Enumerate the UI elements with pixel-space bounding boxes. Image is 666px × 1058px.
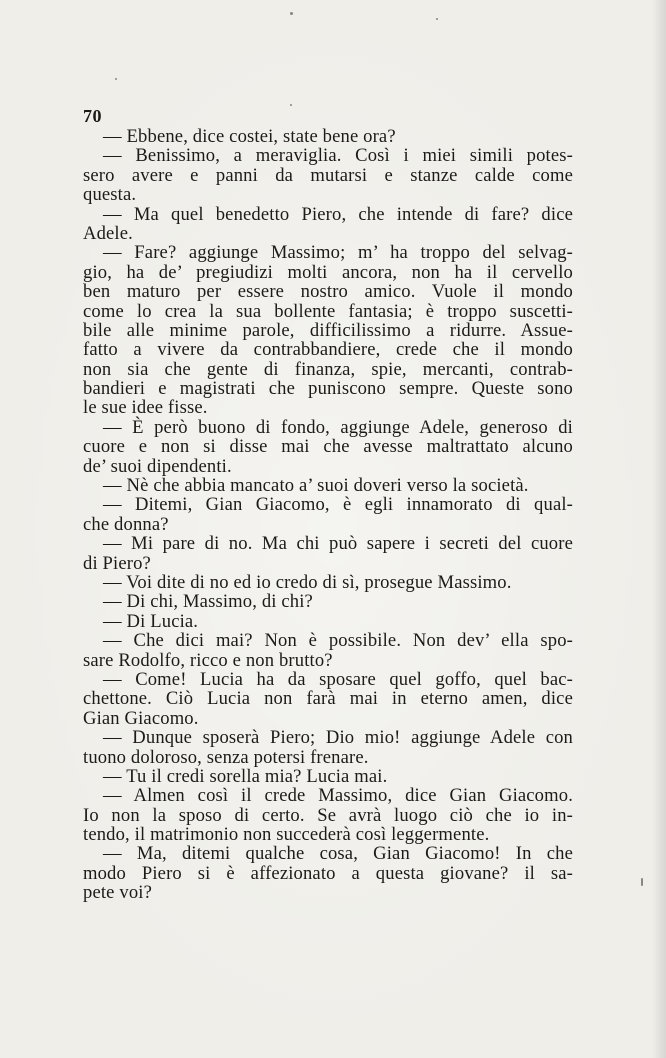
- text-line: de’ suoi dipendenti.: [83, 455, 232, 477]
- text-line: questa.: [83, 184, 137, 206]
- page-edge-shadow: [652, 0, 666, 1058]
- text-line: cuore e non si disse mai che avesse maltrattato alcuno: [83, 436, 573, 458]
- text-line: Adele.: [83, 222, 133, 244]
- text-line: Io non la sposo di certo. Se avrà luogo ciò che io in-: [83, 804, 573, 826]
- text-line: — Come! Lucia ha da sposare quel goffo, quel bac-: [103, 668, 573, 690]
- text-line: di Piero?: [83, 552, 151, 574]
- print-speck: [115, 78, 117, 80]
- text-line: come lo crea la sua bollente fantasia; è troppo suscetti-: [83, 300, 573, 322]
- page-number: 70: [83, 106, 102, 126]
- print-speck: [436, 18, 438, 20]
- text-line: — Di Lucia.: [103, 610, 199, 632]
- text-line: — Voi dite di no ed io credo di sì, prosegue Massimo.: [103, 571, 512, 593]
- text-line: — Dunque sposerà Piero; Dio mio! aggiunge Adele con: [103, 727, 573, 749]
- text-line: chettone. Ciò Lucia non farà mai in eterno amen, dice: [83, 688, 573, 710]
- text-line: — Di chi, Massimo, di chi?: [103, 591, 313, 613]
- text-line: — Ma, ditemi qualche cosa, Gian Giacomo! In che: [103, 843, 573, 865]
- text-line: — Fare? aggiunge Massimo; m’ ha troppo del selvag-: [103, 242, 573, 264]
- text-line: modo Piero si è affezionato a questa giovane? il sa-: [83, 862, 573, 884]
- text-line: le sue idee fisse.: [83, 397, 208, 419]
- text-line: Gian Giacomo.: [83, 707, 199, 729]
- text-line: pete voi?: [83, 882, 152, 904]
- text-line: gio, ha de’ pregiudizi molti ancora, non ha il cervello: [83, 261, 573, 283]
- text-line: bile alle minime parole, difficilissimo a ridurre. Assue-: [83, 319, 573, 341]
- text-line: tendo, il matrimonio non succederà così leggermente.: [83, 824, 490, 846]
- text-line: — Benissimo, a meraviglia. Così i miei simili potes-: [103, 145, 573, 167]
- text-line: — Ebbene, dice costei, state bene ora?: [103, 126, 396, 147]
- print-speck: [290, 12, 293, 15]
- print-speck: [641, 878, 643, 886]
- text-line: sare Rodolfo, ricco e non brutto?: [83, 649, 333, 671]
- text-line: ben maturo per essere nostro amico. Vuole il mondo: [83, 281, 573, 303]
- text-line: tuono doloroso, senza potersi frenare.: [83, 746, 369, 768]
- text-line: fatto a vivere da contrabbandiere, crede che il mondo: [83, 339, 573, 361]
- text-line: — Ma quel benedetto Piero, che intende di fare? dice: [103, 203, 573, 225]
- text-line: non sia che gente di finanza, spie, mercanti, contrab-: [83, 358, 573, 380]
- print-speck: [290, 104, 292, 106]
- text-line: — È però buono di fondo, aggiunge Adele, generoso di: [103, 416, 573, 438]
- text-line: che donna?: [83, 513, 169, 535]
- text-line: — Che dici mai? Non è possibile. Non dev’ ella spo-: [103, 630, 573, 652]
- page-text: [83, 127, 573, 903]
- text-line: bandieri e magistrati che puniscono sempre. Queste sono: [83, 378, 573, 400]
- text-line: — Ditemi, Gian Giacomo, è egli innamorato di qual-: [103, 494, 573, 516]
- text-line: — Nè che abbia mancato a’ suoi doveri verso la società.: [103, 475, 529, 497]
- text-line: — Almen così il crede Massimo, dice Gian Giacomo.: [103, 785, 573, 807]
- text-line: — Mi pare di no. Ma chi può sapere i secreti del cuore: [103, 533, 573, 555]
- text-line: sero avere e panni da mutarsi e stanze calde come: [83, 164, 573, 186]
- text-line: — Tu il credi sorella mia? Lucia mai.: [103, 765, 388, 787]
